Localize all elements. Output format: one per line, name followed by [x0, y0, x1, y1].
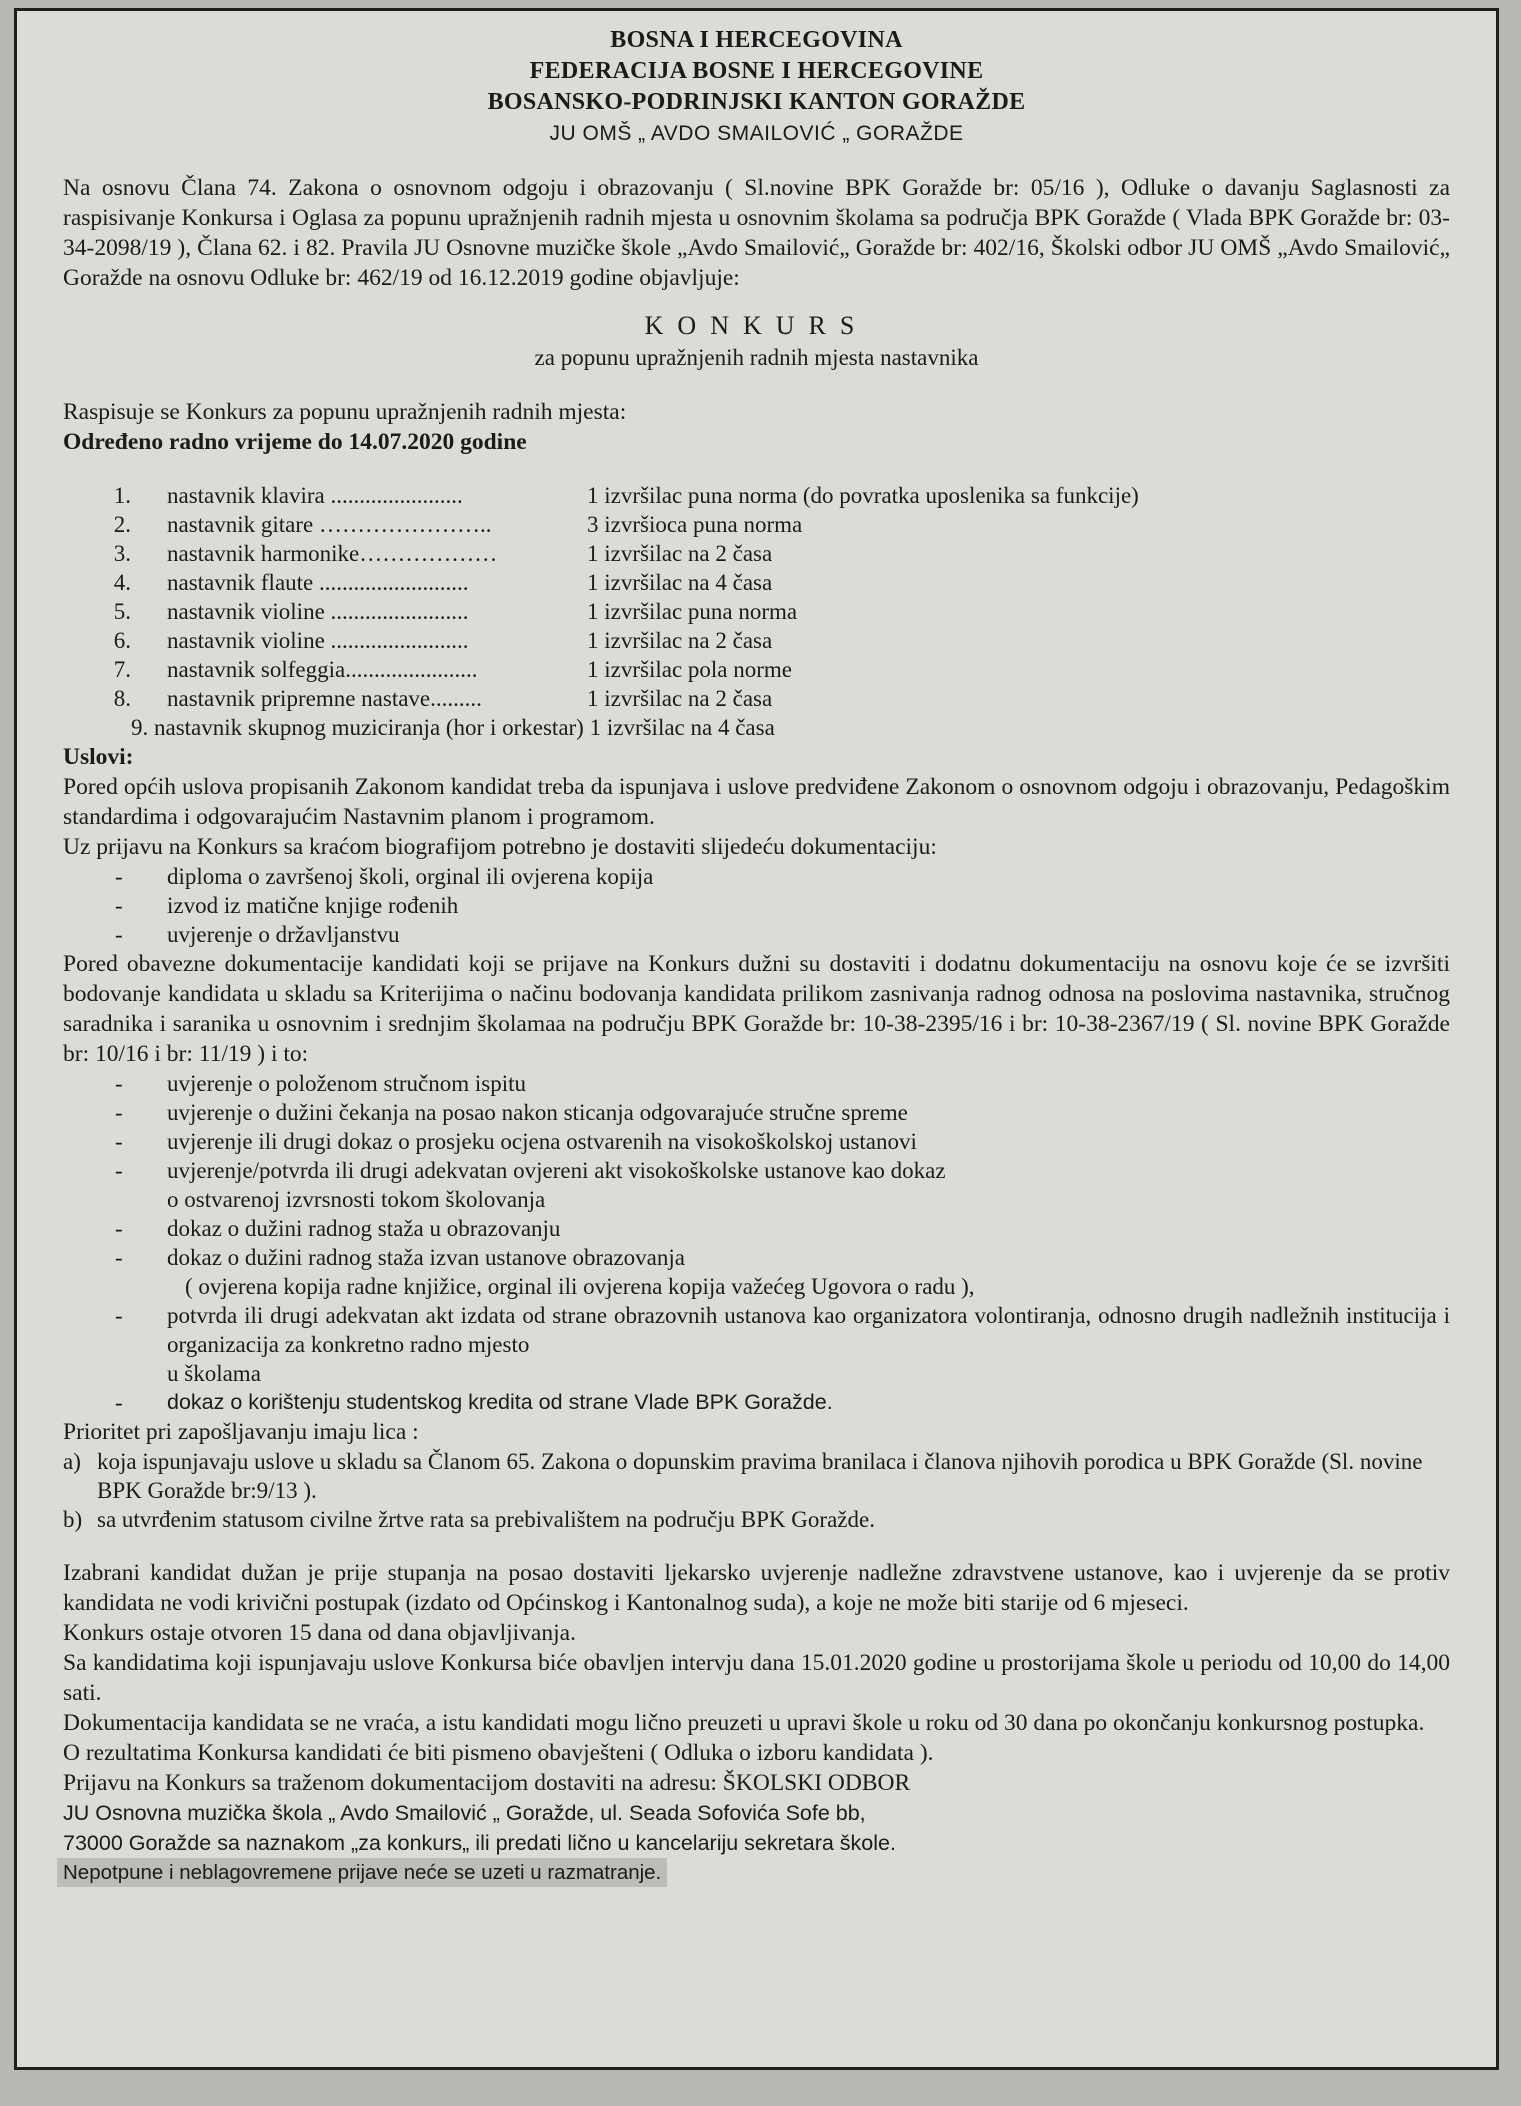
announce-text: Raspisuje se Konkurs za popunu upražnjenih radnih mjesta: [63, 399, 627, 425]
document-item: - uvjerenje o državljanstvu [115, 922, 400, 947]
extra-document-continuation: ( ovjerena kopija radne knjižice, orginal ili ovjerena kopija važećeg Ugovora o radu ), [185, 1274, 975, 1299]
position-item: 2. nastavnik gitare ………………….. 3 izvršioca puna norma [113, 512, 803, 537]
extra-document-item: - uvjerenje ili drugi dokaz o prosjeku ocjena ostvarenih na visokoškolskoj ustanovi [115, 1129, 917, 1154]
final-note: Nepotpune i neblagovremene prijave neće se uzeti u razmatranje. [57, 1858, 667, 1887]
address-line: 73000 Goražde sa naznakom „za konkurs„ ili predati lično u kancelariju sekretara škole. [63, 1831, 896, 1855]
job-notice [14, 8, 1499, 2070]
header-federation: FEDERACIJA BOSNE I HERCEGOVINE [529, 58, 984, 84]
extra-document-item: - dokaz o dužini radnog staža u obrazovanju [115, 1216, 561, 1241]
extra-document-item: - dokaz o dužini radnog staža izvan ustanove obrazovanja [115, 1245, 685, 1270]
notice-subtitle: za popunu upražnjenih radnih mjesta nastavnika [534, 345, 979, 370]
intro-paragraph: Na osnovu Člana 74. Zakona o osnovnom odgoju i obrazovanju ( Sl.novine BPK Goražde br: 05/16 ), Odluke o davanju Saglasnosti za raspisivanje Konkursa i Oglasa za popunu upražnjenih radnih mjesta u osnovnim školama sa područja BPK Goražde ( Vlada BPK Goražde br: 03-34-2098/19 ), Člana 62. i 82. Pravila JU Osnovne muzičke škole „Avdo Smailović„ Goražde br: 402/16, Školski odbor JU OMŠ „Avdo Smailović„ Goražde na osnovu Odluke br: 462/19 od 16.12.2019 godine objavljuje: [63, 175, 1450, 291]
extra-document-item: - uvjerenje/potvrda ili drugi adekvatan ovjereni akt visokoškolske ustanove kao dokaz [115, 1158, 946, 1183]
notice-title: KONKURS [644, 311, 869, 340]
position-item: 1. nastavnik klavira ....................... 1 izvršilac puna norma (do povratka uposlenika sa funkcije) [113, 483, 1139, 508]
position-item: 5. nastavnik violine ........................ 1 izvršilac puna norma [113, 599, 798, 624]
extra-document-item: - uvjerenje o dužini čekanja na posao nakon sticanja odgovarajuće stručne spreme [115, 1100, 908, 1125]
extra-document-item: - potvrda ili drugi adekvatan akt izdata od strane obrazovnih ustanova kao organizatora volontiranja, odnosno drugih nadležnih institucija i organizacija za konkretno radno mjesto [115, 1303, 1450, 1357]
position-item: 4. nastavnik flaute .......................... 1 izvršilac na 4 časa [113, 570, 773, 595]
extra-document-item: - dokaz o korištenju studentskog kredita od strane Vlade BPK Goražde. [115, 1390, 833, 1415]
position-item: 9. nastavnik skupnog muziciranja (hor i orkestar) 1 izvršilac na 4 časa [131, 715, 775, 740]
position-item: 3. nastavnik harmonike……………… 1 izvršilac na 2 časa [113, 541, 773, 566]
document-item: - izvod iz matične knjige rođenih [115, 893, 459, 918]
priority-heading: Prioritet pri zapošljavanju imaju lica : [63, 1419, 419, 1445]
header-country: BOSNA I HERCEGOVINA [610, 27, 903, 53]
interview-paragraph: Sa kandidatima koji ispunjavaju uslove Konkursa biće obavljen intervju dana 15.01.2020 godine u prostorijama škole u periodu od 10,00 do 14,00 sati. [63, 1650, 1450, 1706]
priority-item: b) sa utvrđenim statusom civilne žrtve rata sa prebivalištem na području BPK Goražde. [63, 1507, 875, 1532]
positions-list [63, 481, 1450, 742]
documents-intro: Uz prijavu na Konkurs sa kraćom biografijom potrebno je dostaviti slijedeću dokumentaciju: [63, 834, 937, 860]
documents-return-paragraph: Dokumentacija kandidata se ne vraća, a istu kandidati mogu lično preuzeti u upravi škole u roku od 30 dana po okončanju konkursnog postupka. [63, 1710, 1425, 1736]
extra-document-continuation: u školama [167, 1361, 261, 1386]
position-item: 8. nastavnik pripremne nastave......... 1 izvršilac na 2 časa [113, 686, 773, 711]
extra-documents-intro: Pored obavezne dokumentacije kandidati koji se prijave na Konkurs dužni su dostaviti i dodatnu dokumentaciju na osnovu koje će se izvršiti bodovanje kandidata u skladu sa Kriterijima o načinu bodovanja kandidata prilikom zasnivanja radnog odnosa na poslovima nastavnika, stručnog saradnika i saranika u osnovnim i srednjim školamaa na području BPK Goražde br: 10-38-2395/16 i br: 10-38-2367/19 ( Sl. novine BPK Goražde br: 10/16 i br: 11/19 ) i to: [63, 951, 1450, 1067]
medical-certificate-paragraph: Izabrani kandidat dužan je prije stupanja na posao dostaviti ljekarsko uvjerenje nadležne zdravstvene ustanove, kao i uvjerenje da se protiv kandidata ne vodi krivični postupak (izdato od Općinskog i Kantonalnog suda), a koje ne može biti starije od 6 mjeseci. [63, 1560, 1450, 1616]
priority-item: a) koja ispunjavaju uslove u skladu sa Članom 65. Zakona o dopunskim pravima branilaca i članova njihovih porodica u BPK Goražde (Sl. novine BPK Goražde br:9/13 ). [63, 1449, 1423, 1503]
conditions-text: Pored općih uslova propisanih Zakonom kandidat treba da ispunjava i uslove predviđene Zakonom o osnovnom odgoju i obrazovanju, Pedagoškim standardima i odgovarajućim Nastavnim planom i programom. [63, 774, 1450, 830]
header-canton: BOSANSKO-PODRINJSKI KANTON GORAŽDE [487, 89, 1026, 115]
results-paragraph: O rezultatima Konkursa kandidati će biti pismeno obavješteni ( Odluka o izboru kandidata ). [63, 1740, 934, 1766]
position-item: 6. nastavnik violine ........................ 1 izvršilac na 2 časa [113, 628, 773, 653]
deadline-paragraph: Konkurs ostaje otvoren 15 dana od dana objavljivanja. [63, 1620, 576, 1646]
conditions-heading: Uslovi: [63, 744, 134, 770]
address-line: Prijavu na Konkurs sa traženom dokumentacijom dostaviti na adresu: ŠKOLSKI ODBOR [63, 1770, 911, 1796]
employment-term: Određeno radno vrijeme do 14.07.2020 godine [63, 429, 527, 455]
header-school: JU OMŠ „ AVDO SMAILOVIĆ „ GORAŽDE [549, 122, 964, 145]
position-item: 7. nastavnik solfeggia....................... 1 izvršilac pola norme [113, 657, 793, 682]
document-item: - diploma o završenoj školi, orginal ili ovjerena kopija [115, 864, 654, 889]
address-line: JU Osnovna muzička škola „ Avdo Smailović „ Goražde, ul. Seada Sofovića Sofe bb, [63, 1801, 866, 1825]
extra-document-continuation: o ostvarenoj izvrsnosti tokom školovanja [167, 1187, 546, 1212]
extra-document-item: - uvjerenje o položenom stručnom ispitu [115, 1071, 526, 1096]
